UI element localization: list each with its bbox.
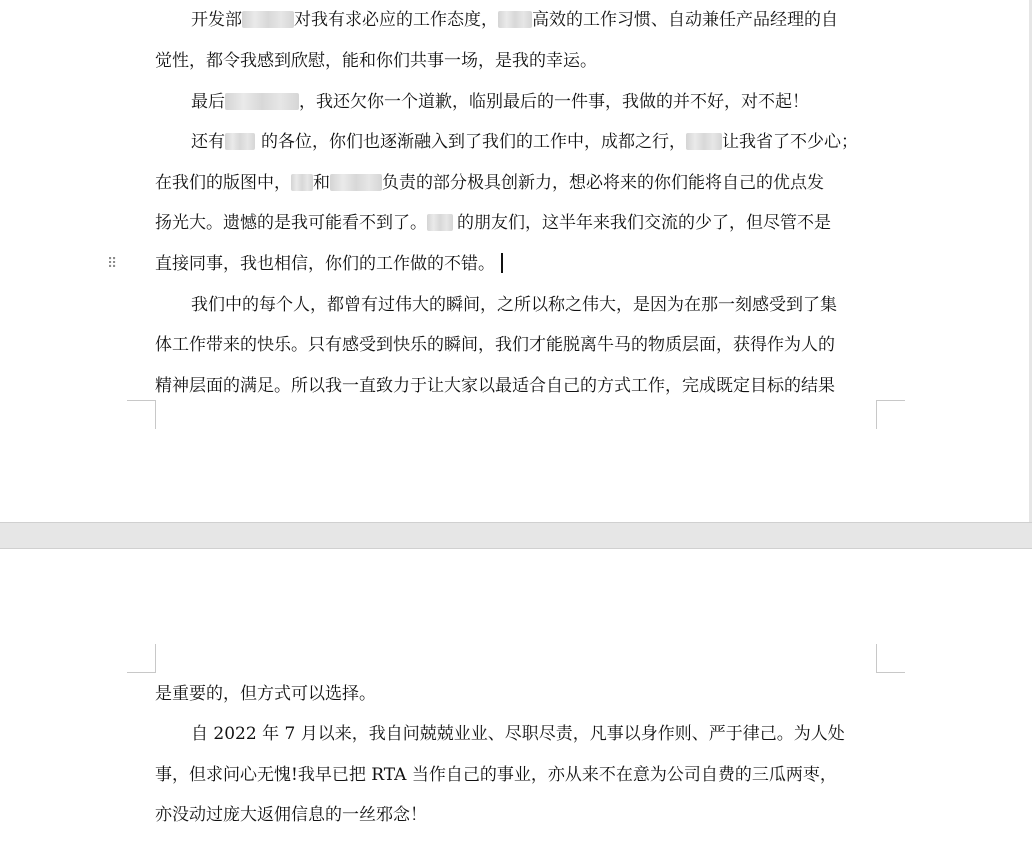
paragraph-line[interactable]: 扬光大。遗憾的是我可能看不到了。 的朋友们，这半年来我们交流的少了，但尽管不是 [155,213,831,233]
paragraph-line[interactable]: 开发部 对我有求必应的工作态度， 高效的工作习惯、自动兼任产品经理的自 [191,10,838,30]
redacted-name [498,11,532,28]
paragraph-line[interactable]: 事，但求问心无愧!我早已把 RTA 当作自己的事业，亦从来不在意为公司自费的三瓜两枣， [155,765,837,785]
redacted-name [242,11,294,28]
text-cursor [501,253,503,273]
paragraph-line[interactable]: 亦没动过庞大返佣信息的一丝邪念！ [155,805,427,825]
redacted-name [427,214,453,231]
paragraph-line[interactable]: 还有 的各位，你们也逐渐融入到了我们的工作中，成都之行， 让我省了不少心； [191,132,858,152]
document-page-2 [0,549,1029,843]
redacted-name [686,133,722,150]
redacted-name [330,174,382,191]
paragraph-line[interactable]: 精神层面的满足。所以我一直致力于让大家以最适合自己的方式工作，完成既定目标的结果 [155,376,835,396]
paragraph-line[interactable]: 最后 ，我还欠你一个道歉，临别最后的一件事，我做的并不好，对不起！ [191,92,809,112]
paragraph-line[interactable]: 直接同事，我也相信，你们的工作做的不错。 [155,252,877,276]
margin-corner-marker [876,400,905,429]
paragraph-line[interactable]: 我们中的每个人，都曾有过伟大的瞬间，之所以称之伟大，是因为在那一刻感受到了集 [191,295,837,315]
paragraph-line[interactable]: 在我们的版图中， 和 负责的部分极具创新力，想必将来的你们能将自己的优点发 [155,173,824,193]
paragraph-line[interactable]: 觉性，都令我感到欣慰，能和你们共事一场，是我的幸运。 [155,51,597,71]
redacted-name [291,174,313,191]
margin-corner-marker [876,644,905,673]
drag-handle-icon[interactable]: ⠿ [107,256,117,272]
paragraph-line[interactable]: 是重要的，但方式可以选择。 [155,684,376,704]
paragraph-line[interactable]: 体工作带来的快乐。只有感受到快乐的瞬间，我们才能脱离牛马的物质层面，获得作为人的 [155,335,835,355]
margin-corner-marker [127,644,156,673]
paragraph-line[interactable]: 自 2022 年 7 月以来，我自问兢兢业业、尽职尽责，凡事以身作则、严于律己。为人处 [191,724,845,744]
margin-corner-marker [127,400,156,429]
redacted-name [225,93,299,110]
page-break-gap [0,522,1032,549]
redacted-name [225,133,255,150]
